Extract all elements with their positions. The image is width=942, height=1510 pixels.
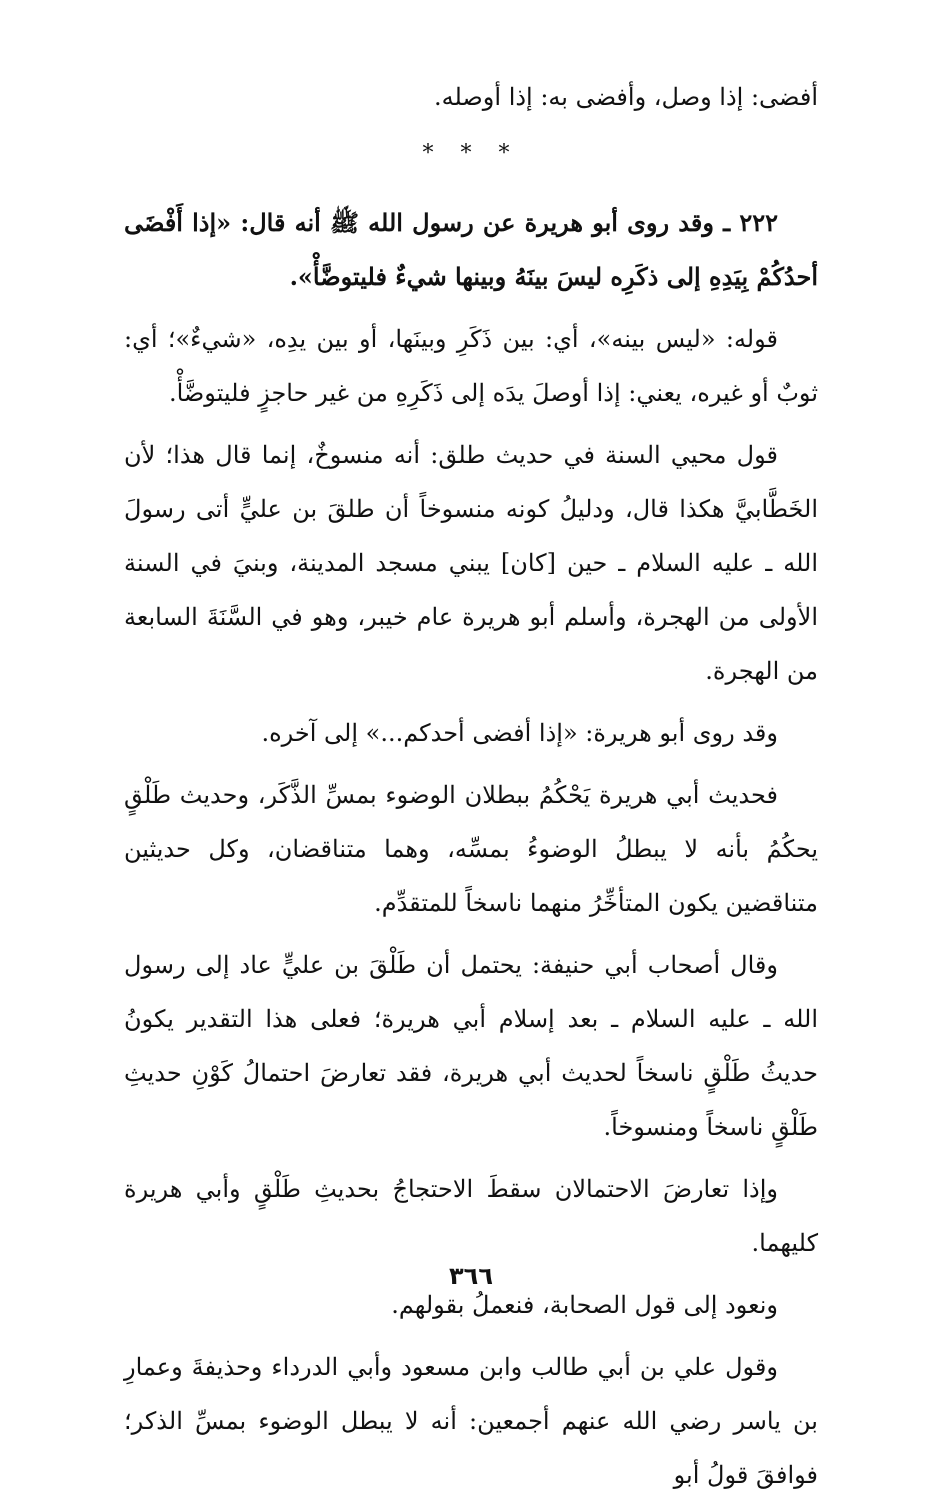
- paragraph-conflict: وإذا تعارضَ الاحتمالان سقطَ الاحتجاجُ بحديثِ طَلْقٍ وأبي هريرة كليهما.: [124, 1175, 818, 1257]
- paragraph-muhyi-sunnah: قول محيي السنة في حديث طلق: أنه منسوخٌ، إنما قال هذا؛ لأن الخَطَّابيَّ هكذا قال، ودليلُ كونه منسوخاً أن طلقَ بن عليٍّ أتى رسولَ الله ـ عليه السلام ـ حين [كان] يبني مسجد المدينة، وبنيَ في السنة الأولى من الهجرة، وأسلم أبو هريرة عام خيبر، وهو في السَّنَةَ السابعة من الهجرة.: [124, 441, 818, 685]
- paragraph-explanation: قوله: «ليس بينه»، أي: بين ذَكَرِ وبينَها، أو بين يدِه، «شيءٌ»؛ أي: ثوبٌ أو غيره، يعني: إذا أوصلَ يدَه إلى ذَكَرِهِ من غير حاجزٍ فليتوضَّأْ.: [124, 325, 818, 407]
- page-number: ٣٦٦: [449, 1262, 493, 1290]
- page-body: [124, 70, 818, 1510]
- paragraph-contradiction: فحديث أبي هريرة يَحْكُمُ ببطلان الوضوء بمسِّ الذَّكَر، وحديث طَلْقٍ يحكُمُ بأنه لا يبطلُ الوضوءُ بمسِّه، وهما متناقضان، وكل حديثين متناقضين يكون المتأخِّرُ منهما ناسخاً للمتقدِّم.: [124, 781, 819, 917]
- paragraph-abu-hurayra: وقد روى أبو هريرة: «إذا أفضى أحدكم...» إلى آخره.: [261, 719, 778, 747]
- paragraph-ali-quote: وقول علي بن أبي طالب وابن مسعود وأبي الدرداء وحذيفةَ وعمارِ بن ياسر رضي الله عنهم أجمعين: أنه لا يبطل الوضوء بمسِّ الذكر؛ فوافقَ قولُ أبو: [124, 1353, 818, 1489]
- paragraph-abu-hanifa: وقال أصحاب أبي حنيفة: يحتمل أن طَلْقَ بن عليٍّ عاد إلى رسول الله ـ عليه السلام ـ بعد إسلام أبي هريرة؛ فعلى هذا التقدير يكونُ حديثُ طَلْقٍ ناسخاً لحديث أبي هريرة، فقد تعارضَ احتمالُ كَوْنِ حديثِ طَلْقٍ ناسخاً ومنسوخاً.: [124, 951, 818, 1141]
- paragraph-sahaba: ونعود إلى قول الصحابة، فنعملُ بقولهم.: [391, 1291, 778, 1319]
- paragraph-hadith-222: ٢٢٢ ـ وقد روى أبو هريرة عن رسول الله ﷺ أنه قال: «إذا أَفْضَى أحدُكُمْ بِيَدِهِ إلى ذكَرِه ليسَ بينَهُ وبينها شيءٌ فليتوضَّأْ».: [124, 208, 818, 291]
- paragraph-definition: أفضى: إذا وصل، وأفضى به: إذا أوصله.: [433, 83, 818, 111]
- section-separator: * * *: [422, 141, 520, 166]
